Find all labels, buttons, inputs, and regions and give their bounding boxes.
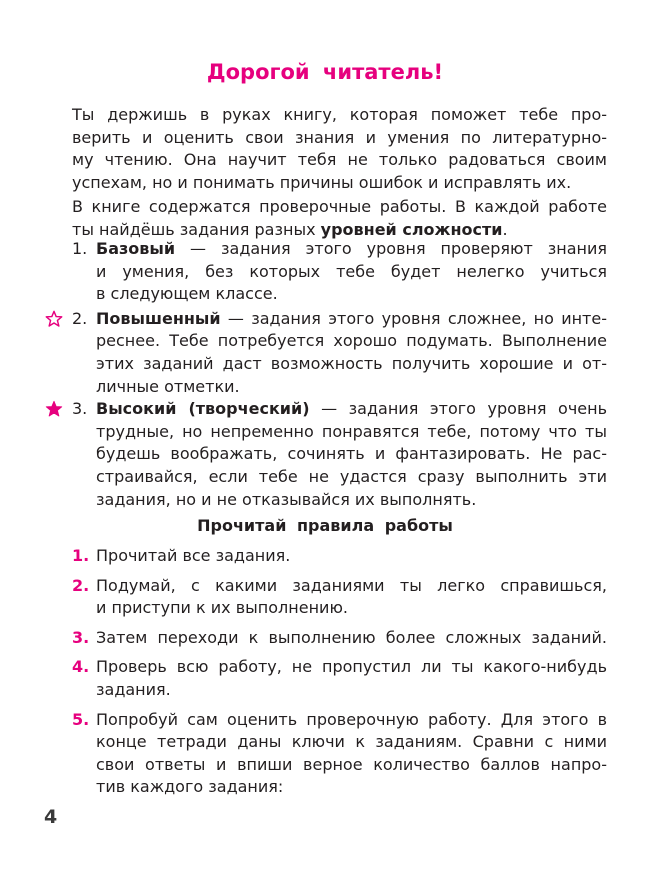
text-line: и умения, без которых тебе будет нелегко учиться [96,261,607,281]
rule-number: 3. [72,627,90,647]
level-name: Базовый [96,239,176,258]
level-number: 1. [72,239,88,258]
rules-heading: Прочитай правила работы [197,516,453,535]
level-number: 2. [72,308,88,328]
rule-item [72,627,607,650]
page-title: Дорогой читатель! [206,60,444,84]
text-line: личные отметки. [96,376,240,396]
text-segment: — задания этого уровня очень [309,399,608,419]
text-line [72,398,607,421]
text-line: задания. [96,679,171,699]
level-number: 3. [72,399,88,419]
text-segment: ты найдёшь задания разных [72,219,321,239]
level-item-basic [72,238,607,306]
text-line: свои ответы и впиши верное количество баллов напро- [96,754,607,774]
text-line: в следующем классе. [96,284,278,304]
rule-item [72,545,607,568]
text-line: В книге содержатся проверочные работы. В каждой работе [72,197,607,217]
text-line: Подумай, с какими заданиями ты легко справишься, [96,575,607,595]
levels-list [72,238,607,511]
rule-number: 2. [72,575,90,595]
text-line: трудные, но непременно понравятся тебе, потому что ты [96,421,607,441]
rule-number: 5. [72,709,90,729]
level-name: Высокий (творческий) [96,399,310,419]
rule-number: 1. [72,546,90,565]
star-outline-icon [45,310,63,328]
rules-list [72,545,607,799]
text-segment: . [502,219,508,239]
text-segment: — задания этого уровня сложнее, но инте- [220,308,607,328]
rule-item [72,575,607,620]
level-item-advanced [72,308,607,398]
text-line: Прочитай все задания. [96,546,291,565]
text-line: Затем переходи к выполнению более сложных заданий. [96,627,607,647]
text-line: и приступи к их выполнению. [96,598,348,618]
level-item-high [72,398,607,511]
text-line: му чтению. Она научит тебя не только радоваться своим [72,150,607,170]
intro-paragraph [72,104,607,242]
rule-item [72,656,607,701]
text-line: Проверь всю работу, не пропустил ли ты какого-нибудь [96,657,607,677]
text-line: будешь воображать, сочинять и фантазировать. Не рас- [96,444,607,464]
text-line: Попробуй сам оценить проверочную работу. Для этого в [96,709,607,729]
text-line [72,308,607,331]
text-line: тив каждого задания: [96,777,284,797]
text-line: конце тетради даны ключи к заданиям. Сравни с ними [96,732,607,752]
level-name: Повышенный [96,308,221,328]
text-segment: — задания этого уровня проверяют знания [175,239,607,258]
text-line [72,238,607,261]
rule-number: 4. [72,657,90,677]
bold-term: уровней сложности [320,219,503,239]
rule-item [72,709,607,799]
text-line: Ты держишь в руках книгу, которая поможет тебе про- [72,105,607,124]
text-line: задания, но и не отказывайся их выполнять. [96,489,477,509]
page-number: 4 [44,806,58,828]
text-line: этих заданий даст возможность получить хорошие и от- [96,353,607,373]
text-line: верить и оценить свои знания и умения по литературно- [72,127,607,147]
text-line: страивайся, если тебе не удастся сразу выполнить эти [96,466,607,486]
text-line: успехам, но и понимать причины ошибок и исправлять их. [72,172,572,192]
text-line: реснее. Тебе потребуется хорошо подумать. Выполнение [96,331,607,351]
star-filled-icon [45,400,63,418]
